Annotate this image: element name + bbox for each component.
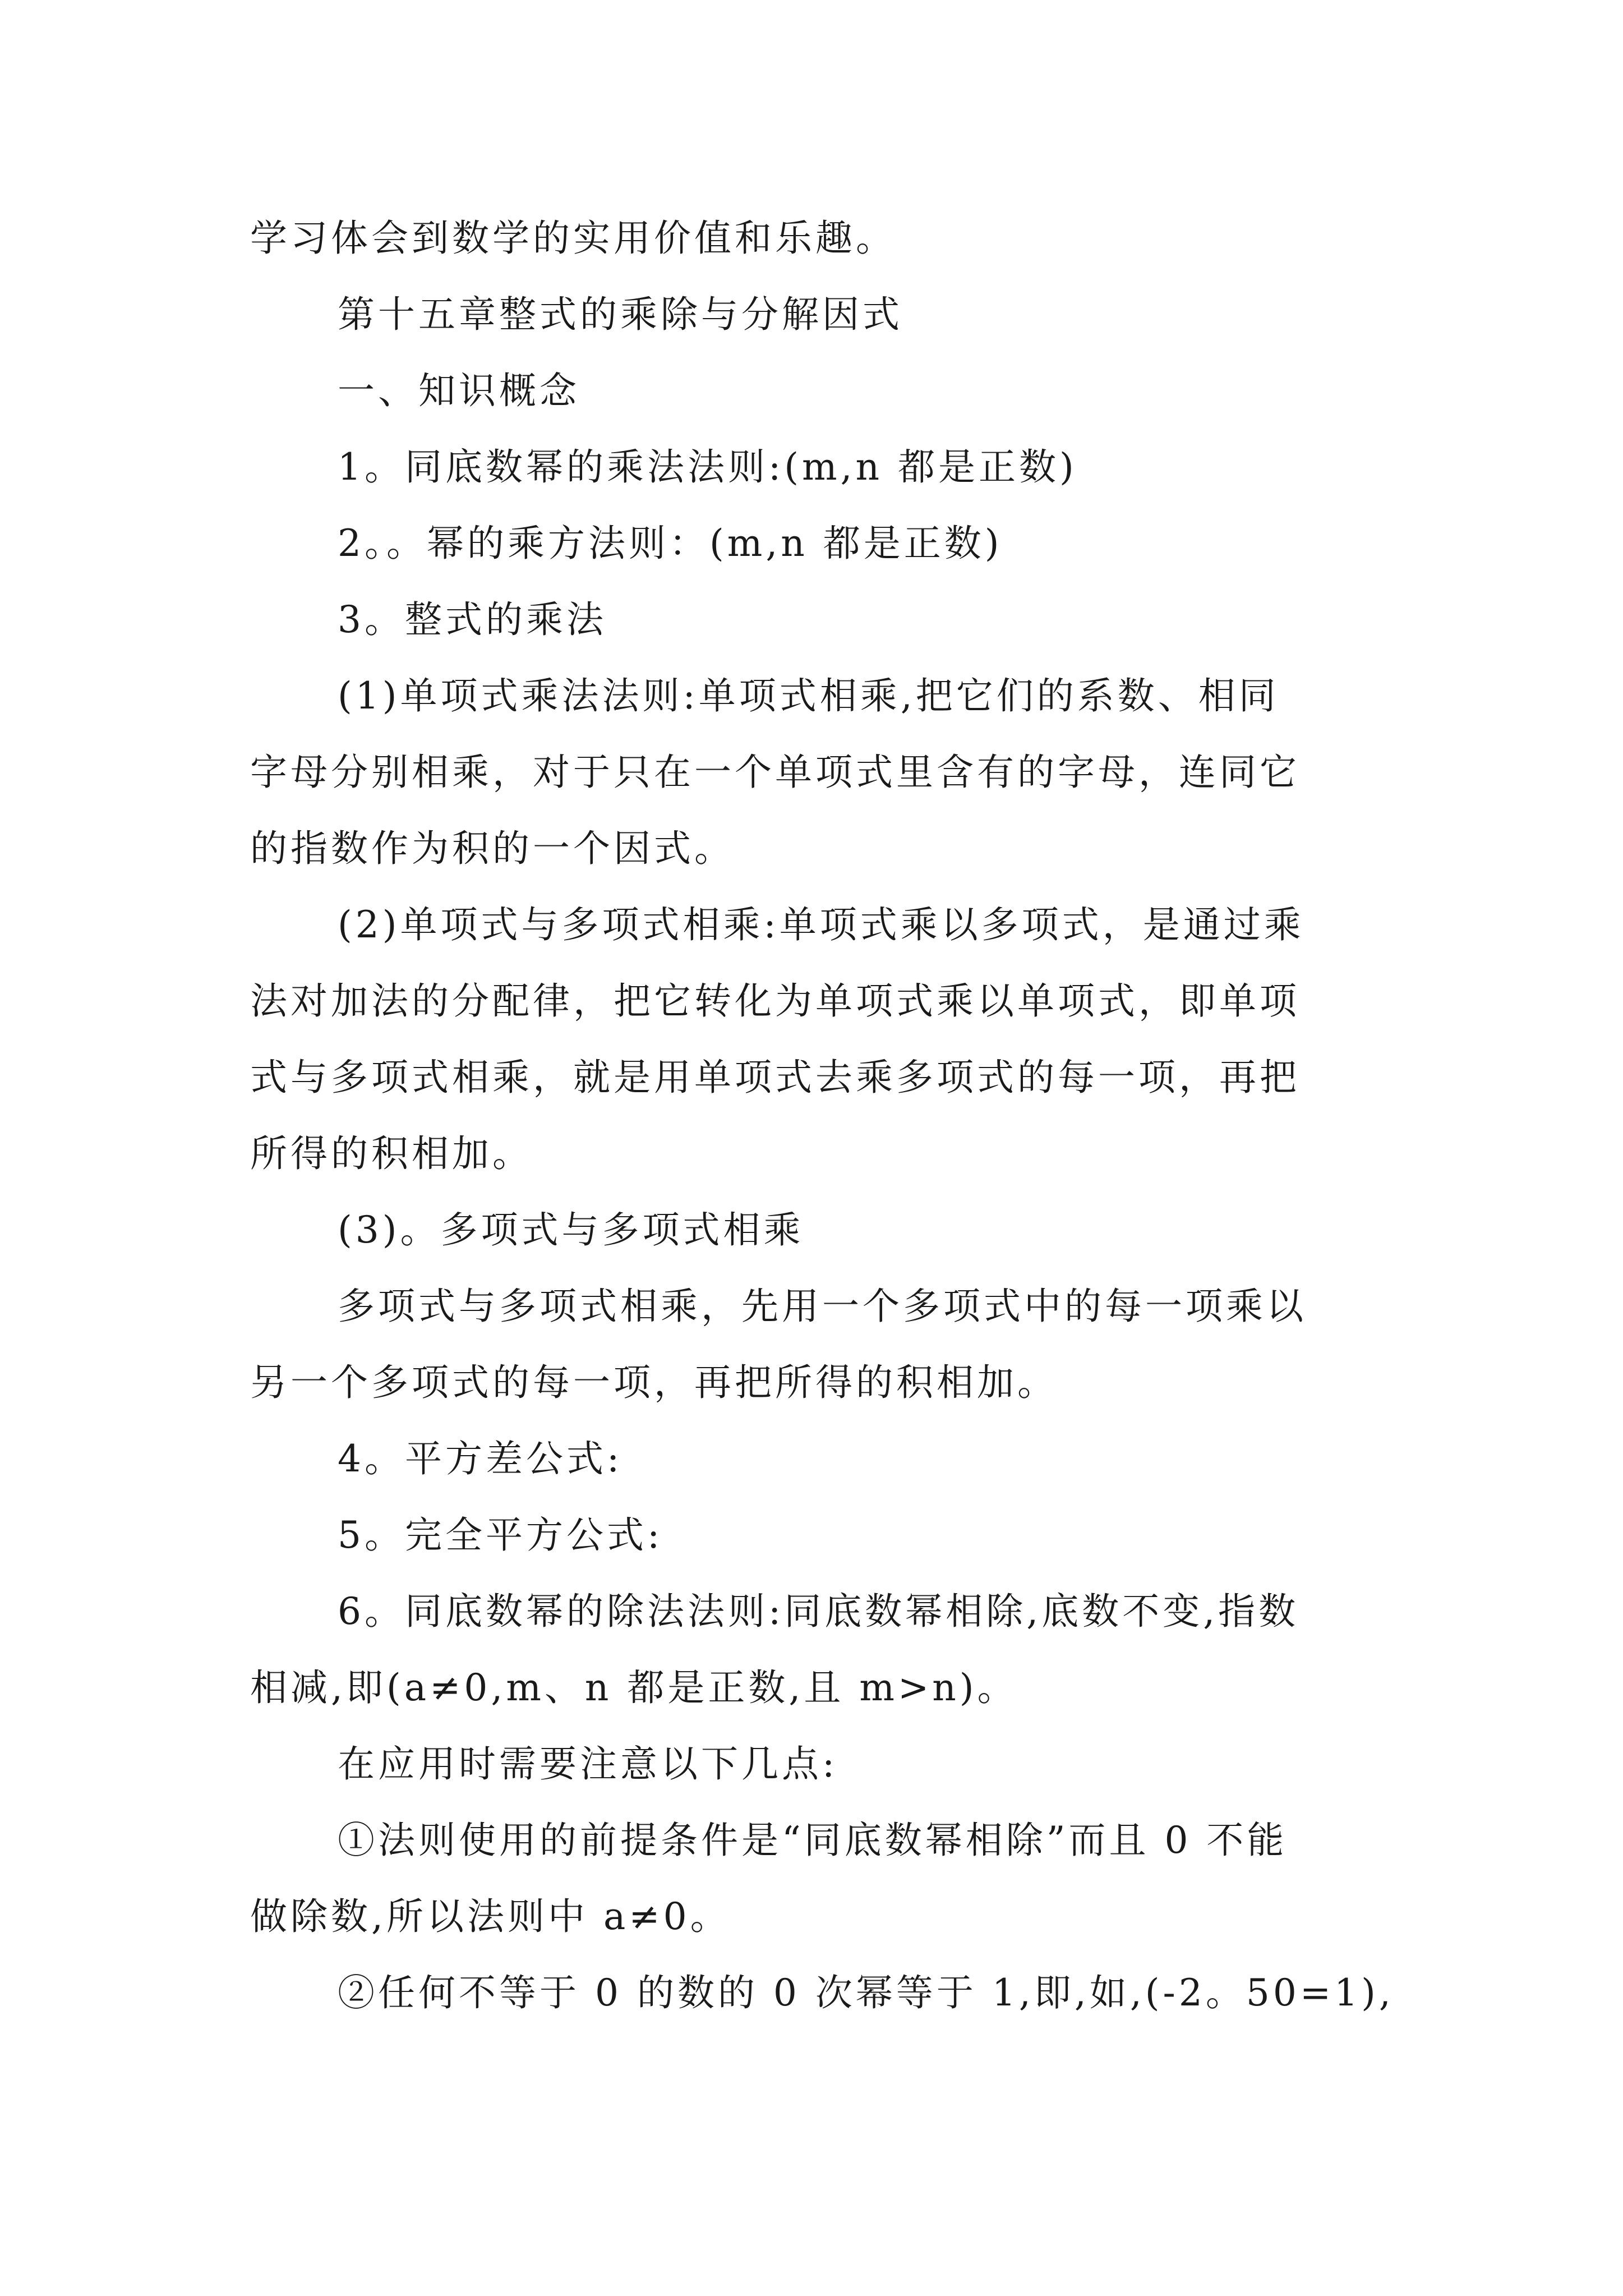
paragraph-line: (1)单项式乘法法则:单项式相乘,把它们的系数、相同 bbox=[338, 674, 1279, 717]
paragraph-line: 法对加法的分配律，把它转化为单项式乘以单项式，即单项 bbox=[250, 979, 1300, 1023]
section-heading: 一、知识概念 bbox=[338, 369, 580, 412]
paragraph-line: 做除数,所以法则中 a≠0。 bbox=[250, 1895, 731, 1938]
paragraph-line: 在应用时需要注意以下几点: bbox=[338, 1742, 838, 1786]
paragraph-line: 1。同底数幂的乘法法则:(m,n 都是正数) bbox=[338, 445, 1077, 489]
paragraph-line: 4。平方差公式: bbox=[338, 1437, 623, 1480]
paragraph-line: 式与多项式相乘，就是用单项式去乘多项式的每一项，再把 bbox=[250, 1056, 1300, 1099]
paragraph-line: (3)。多项式与多项式相乘 bbox=[338, 1208, 804, 1251]
paragraph-line: 学习体会到数学的实用价值和乐趣。 bbox=[250, 217, 896, 260]
paragraph-line: ②任何不等于 0 的数的 0 次幂等于 1,即,如,(-2。50=1), bbox=[338, 1971, 1394, 2014]
paragraph-line: 所得的积相加。 bbox=[250, 1132, 533, 1175]
paragraph-line: 5。完全平方公式: bbox=[338, 1513, 663, 1557]
paragraph-line: 字母分别相乘，对于只在一个单项式里含有的字母，连同它 bbox=[250, 751, 1300, 794]
paragraph-line: 多项式与多项式相乘，先用一个多项式中的每一项乘以 bbox=[338, 1285, 1307, 1328]
paragraph-line: 6。同底数幂的除法法则:同底数幂相除,底数不变,指数 bbox=[338, 1590, 1299, 1633]
paragraph-line: (2)单项式与多项式相乘:单项式乘以多项式，是通过乘 bbox=[338, 903, 1304, 946]
paragraph-line: 相减,即(a≠0,m、n 都是正数,且 m>n)。 bbox=[250, 1666, 1018, 1709]
paragraph-line: 的指数作为积的一个因式。 bbox=[250, 827, 735, 870]
paragraph-line: 另一个多项式的每一项，再把所得的积相加。 bbox=[250, 1361, 1058, 1404]
chapter-heading: 第十五章整式的乘除与分解因式 bbox=[338, 293, 903, 336]
paragraph-line: ①法则使用的前提条件是“同底数幂相除”而且 0 不能 bbox=[338, 1819, 1288, 1862]
paragraph-line: 2。。幂的乘方法则：(m,n 都是正数) bbox=[338, 522, 1003, 565]
paragraph-line: 3。整式的乘法 bbox=[338, 598, 607, 641]
